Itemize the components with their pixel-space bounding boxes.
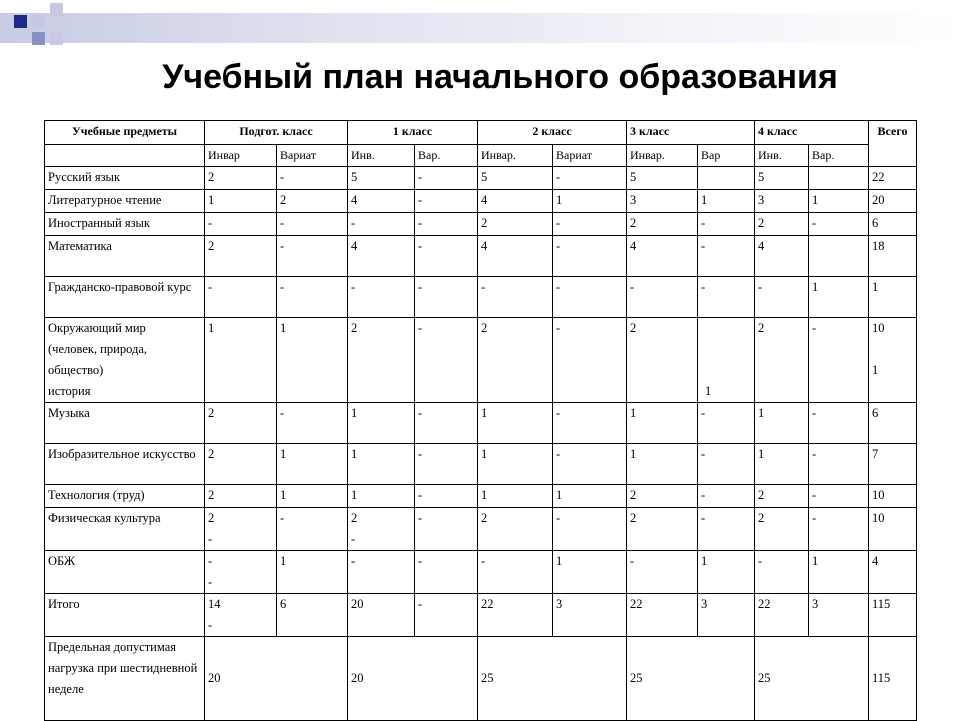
total-cell: 20 <box>869 190 917 213</box>
hours-cell: - <box>698 277 755 318</box>
hours-cell: 5 <box>627 167 698 190</box>
hours-cell: - <box>277 277 348 318</box>
hours-cell: 1 <box>277 485 348 508</box>
table-row <box>45 236 917 277</box>
hours-cell: 6 <box>277 594 348 637</box>
total-cell: 6 <box>869 403 917 444</box>
sub-header: Вар. <box>415 145 478 167</box>
hours-cell: 1 <box>277 318 348 403</box>
hours-cell: - <box>277 236 348 277</box>
spacer <box>872 339 913 360</box>
hours-cell: 22 <box>627 594 698 637</box>
hours-cell: - <box>755 277 809 318</box>
total-cell: 115 <box>869 637 917 721</box>
hours-cell: 2 <box>627 508 698 551</box>
total-cell: 18 <box>869 236 917 277</box>
hours-cell: 1 <box>698 551 755 594</box>
table-row <box>45 277 917 318</box>
hours-value: 14 <box>208 597 221 611</box>
hours-cell: 2 <box>478 508 553 551</box>
hours-cell: - <box>415 190 478 213</box>
hours-cell: 2 <box>755 508 809 551</box>
hours-cell: 5 <box>348 167 415 190</box>
subject-header-blank <box>45 145 205 167</box>
hours-cell: - <box>277 167 348 190</box>
hours-cell: 2 <box>478 213 553 236</box>
hours-cell: 2 <box>348 318 415 403</box>
class-header: 3 класс <box>627 121 755 145</box>
hours-cell: 1 <box>277 551 348 594</box>
hours-cell: 1 <box>348 444 415 485</box>
hours-cell: 2 <box>205 444 277 485</box>
load-cell: 25 <box>755 637 869 721</box>
hours-cell: - <box>553 213 627 236</box>
hours-cell: 4 <box>755 236 809 277</box>
hours-cell: 1 <box>755 403 809 444</box>
hours-cell <box>205 508 277 551</box>
hours-cell: 1 <box>698 190 755 213</box>
hours-cell: - <box>415 318 478 403</box>
hours-cell: - <box>277 403 348 444</box>
hours-cell: - <box>698 444 755 485</box>
hours-value: 2 <box>351 511 358 525</box>
hours-cell: 1 <box>809 551 869 594</box>
hours-cell <box>205 551 277 594</box>
total-cell: 6 <box>869 213 917 236</box>
hours-cell: 1 <box>553 551 627 594</box>
table-row <box>45 594 917 637</box>
subject-cell: Итого <box>45 594 205 637</box>
total-cell: 10 <box>869 508 917 551</box>
hours-cell: 2 <box>755 318 809 403</box>
hours-cell: 2 <box>755 213 809 236</box>
hours-cell: 4 <box>478 236 553 277</box>
hours-cell: 2 <box>205 167 277 190</box>
subject-line: общество) <box>48 363 104 377</box>
hours-cell: 1 <box>809 277 869 318</box>
hours-cell: 2 <box>627 485 698 508</box>
table-row <box>45 213 917 236</box>
hours-cell: - <box>698 403 755 444</box>
table-row <box>45 403 917 444</box>
hours-cell: - <box>478 551 553 594</box>
hours-cell: - <box>415 167 478 190</box>
table-row <box>45 637 917 721</box>
decor-square <box>50 3 63 16</box>
subject-cell: Предельная допустимая нагрузка при шестидневной неделе <box>45 637 205 721</box>
hours-cell: - <box>809 444 869 485</box>
hours-cell: - <box>478 277 553 318</box>
subject-cell: Математика <box>45 236 205 277</box>
hours-cell: 20 <box>348 594 415 637</box>
subject-cell: Музыка <box>45 403 205 444</box>
hours-cell: - <box>698 236 755 277</box>
hours-cell <box>698 318 755 403</box>
hours-cell <box>698 167 755 190</box>
subject-cell: Изобразительное искусство <box>45 444 205 485</box>
hours-cell: - <box>415 485 478 508</box>
class-header: 2 класс <box>478 121 627 145</box>
total-cell: 1 <box>869 277 917 318</box>
hours-cell: 1 <box>809 190 869 213</box>
hours-cell: - <box>277 508 348 551</box>
hours-cell: - <box>553 403 627 444</box>
total-cell: 10 <box>869 485 917 508</box>
hours-value-extra: - <box>208 618 213 632</box>
hours-cell: 5 <box>478 167 553 190</box>
hours-cell: 4 <box>627 236 698 277</box>
sub-header: Инв. <box>348 145 415 167</box>
sub-header: Вар <box>698 145 755 167</box>
total-value-extra: 1 <box>872 363 879 377</box>
class-header: 4 класс <box>755 121 869 145</box>
hours-cell: - <box>415 213 478 236</box>
load-cell: 20 <box>205 637 348 721</box>
hours-cell: - <box>809 213 869 236</box>
table-row <box>45 190 917 213</box>
hours-cell: 2 <box>478 318 553 403</box>
hours-cell: - <box>809 403 869 444</box>
hours-cell: - <box>553 508 627 551</box>
hours-cell: - <box>415 444 478 485</box>
hours-cell: 1 <box>205 318 277 403</box>
hours-cell <box>809 167 869 190</box>
hours-cell: - <box>415 403 478 444</box>
hours-cell: - <box>205 213 277 236</box>
hours-cell: 1 <box>553 485 627 508</box>
hours-cell: - <box>415 508 478 551</box>
hours-cell: 1 <box>348 485 415 508</box>
hours-cell: - <box>277 213 348 236</box>
hours-cell: - <box>698 508 755 551</box>
hours-cell: 22 <box>478 594 553 637</box>
subject-cell: Литературное чтение <box>45 190 205 213</box>
hours-cell: 2 <box>627 213 698 236</box>
subject-cell: Русский язык <box>45 167 205 190</box>
hours-value: 2 <box>208 511 215 525</box>
page-title: Учебный план начального образования <box>162 58 838 96</box>
header-band <box>0 13 960 43</box>
total-cell: 22 <box>869 167 917 190</box>
table-row <box>45 551 917 594</box>
hours-cell: 1 <box>755 444 809 485</box>
hours-cell: 1 <box>627 403 698 444</box>
hours-cell: - <box>415 594 478 637</box>
hours-cell: 3 <box>698 594 755 637</box>
hours-cell: 1 <box>205 190 277 213</box>
sub-header: Инвар. <box>478 145 553 167</box>
hours-cell: - <box>348 277 415 318</box>
decor-square <box>32 32 45 45</box>
hours-cell: 2 <box>277 190 348 213</box>
hours-cell: 1 <box>478 485 553 508</box>
table-row <box>45 318 917 403</box>
hours-cell: - <box>553 236 627 277</box>
decor-square <box>32 15 45 28</box>
subject-cell: Технология (труд) <box>45 485 205 508</box>
hours-cell: 4 <box>348 236 415 277</box>
hours-cell: - <box>415 277 478 318</box>
hours-cell: 1 <box>478 444 553 485</box>
hours-cell: 3 <box>553 594 627 637</box>
hours-cell: - <box>698 485 755 508</box>
hours-cell <box>348 508 415 551</box>
hours-cell: 3 <box>755 190 809 213</box>
class-header: 1 класс <box>348 121 478 145</box>
class-header: Подгот. класс <box>205 121 348 145</box>
subject-line: Окружающий мир <box>48 321 146 335</box>
decor-square <box>50 32 63 45</box>
sub-header: Инвар <box>205 145 277 167</box>
subject-cell: Гражданско-правовой курс <box>45 277 205 318</box>
hours-cell: 2 <box>205 403 277 444</box>
sub-header: Инв. <box>755 145 809 167</box>
hours-cell: - <box>809 318 869 403</box>
total-cell <box>869 318 917 403</box>
subject-line: история <box>48 384 91 398</box>
hours-cell: 4 <box>478 190 553 213</box>
hours-value-extra: - <box>351 532 356 546</box>
hours-cell: 2 <box>205 485 277 508</box>
hours-cell: 1 <box>553 190 627 213</box>
hours-value-extra: - <box>208 532 213 546</box>
hours-cell: 5 <box>755 167 809 190</box>
hours-cell: - <box>348 551 415 594</box>
hours-cell: 1 <box>478 403 553 444</box>
table-row <box>45 485 917 508</box>
curriculum-table <box>44 120 917 721</box>
total-header: Всего <box>869 121 917 167</box>
hours-cell: 4 <box>348 190 415 213</box>
total-cell: 4 <box>869 551 917 594</box>
load-cell: 20 <box>348 637 478 721</box>
decor-square <box>14 15 27 28</box>
table-row <box>45 167 917 190</box>
hours-cell: - <box>415 551 478 594</box>
hours-cell: - <box>205 277 277 318</box>
subject-cell: Физическая культура <box>45 508 205 551</box>
hours-cell <box>809 236 869 277</box>
hours-cell: - <box>698 213 755 236</box>
hours-cell: 2 <box>205 236 277 277</box>
hours-cell: 1 <box>627 444 698 485</box>
hours-cell: - <box>755 551 809 594</box>
hours-cell: - <box>627 277 698 318</box>
hours-cell: - <box>627 551 698 594</box>
hours-value: - <box>208 554 213 568</box>
hours-cell: - <box>415 236 478 277</box>
load-cell: 25 <box>627 637 755 721</box>
hours-cell: 3 <box>809 594 869 637</box>
hours-cell: 1 <box>348 403 415 444</box>
hours-cell: - <box>553 318 627 403</box>
subject-header: Учебные предметы <box>45 121 205 145</box>
hours-cell: 22 <box>755 594 809 637</box>
sub-header: Вариат <box>553 145 627 167</box>
subject-cell: Иностранный язык <box>45 213 205 236</box>
total-cell: 7 <box>869 444 917 485</box>
subject-cell <box>45 318 205 403</box>
hours-cell: 2 <box>755 485 809 508</box>
hours-cell: 2 <box>627 318 698 403</box>
hours-cell: - <box>553 167 627 190</box>
sub-header: Вариат <box>277 145 348 167</box>
hours-value: 1 <box>705 384 712 398</box>
hours-cell: - <box>809 485 869 508</box>
hours-cell: 1 <box>277 444 348 485</box>
hours-cell: 3 <box>627 190 698 213</box>
hours-cell <box>205 594 277 637</box>
table-row <box>45 508 917 551</box>
table-row <box>45 444 917 485</box>
hours-cell: - <box>348 213 415 236</box>
load-cell: 25 <box>478 637 627 721</box>
subject-line: (человек, природа, <box>48 342 147 356</box>
total-cell: 115 <box>869 594 917 637</box>
subject-cell: ОБЖ <box>45 551 205 594</box>
hours-cell: - <box>553 444 627 485</box>
hours-value-extra: - <box>208 575 213 589</box>
hours-cell: - <box>553 277 627 318</box>
total-value: 10 <box>872 321 885 335</box>
sub-header: Вар. <box>809 145 869 167</box>
hours-cell: - <box>809 508 869 551</box>
sub-header: Инвар. <box>627 145 698 167</box>
